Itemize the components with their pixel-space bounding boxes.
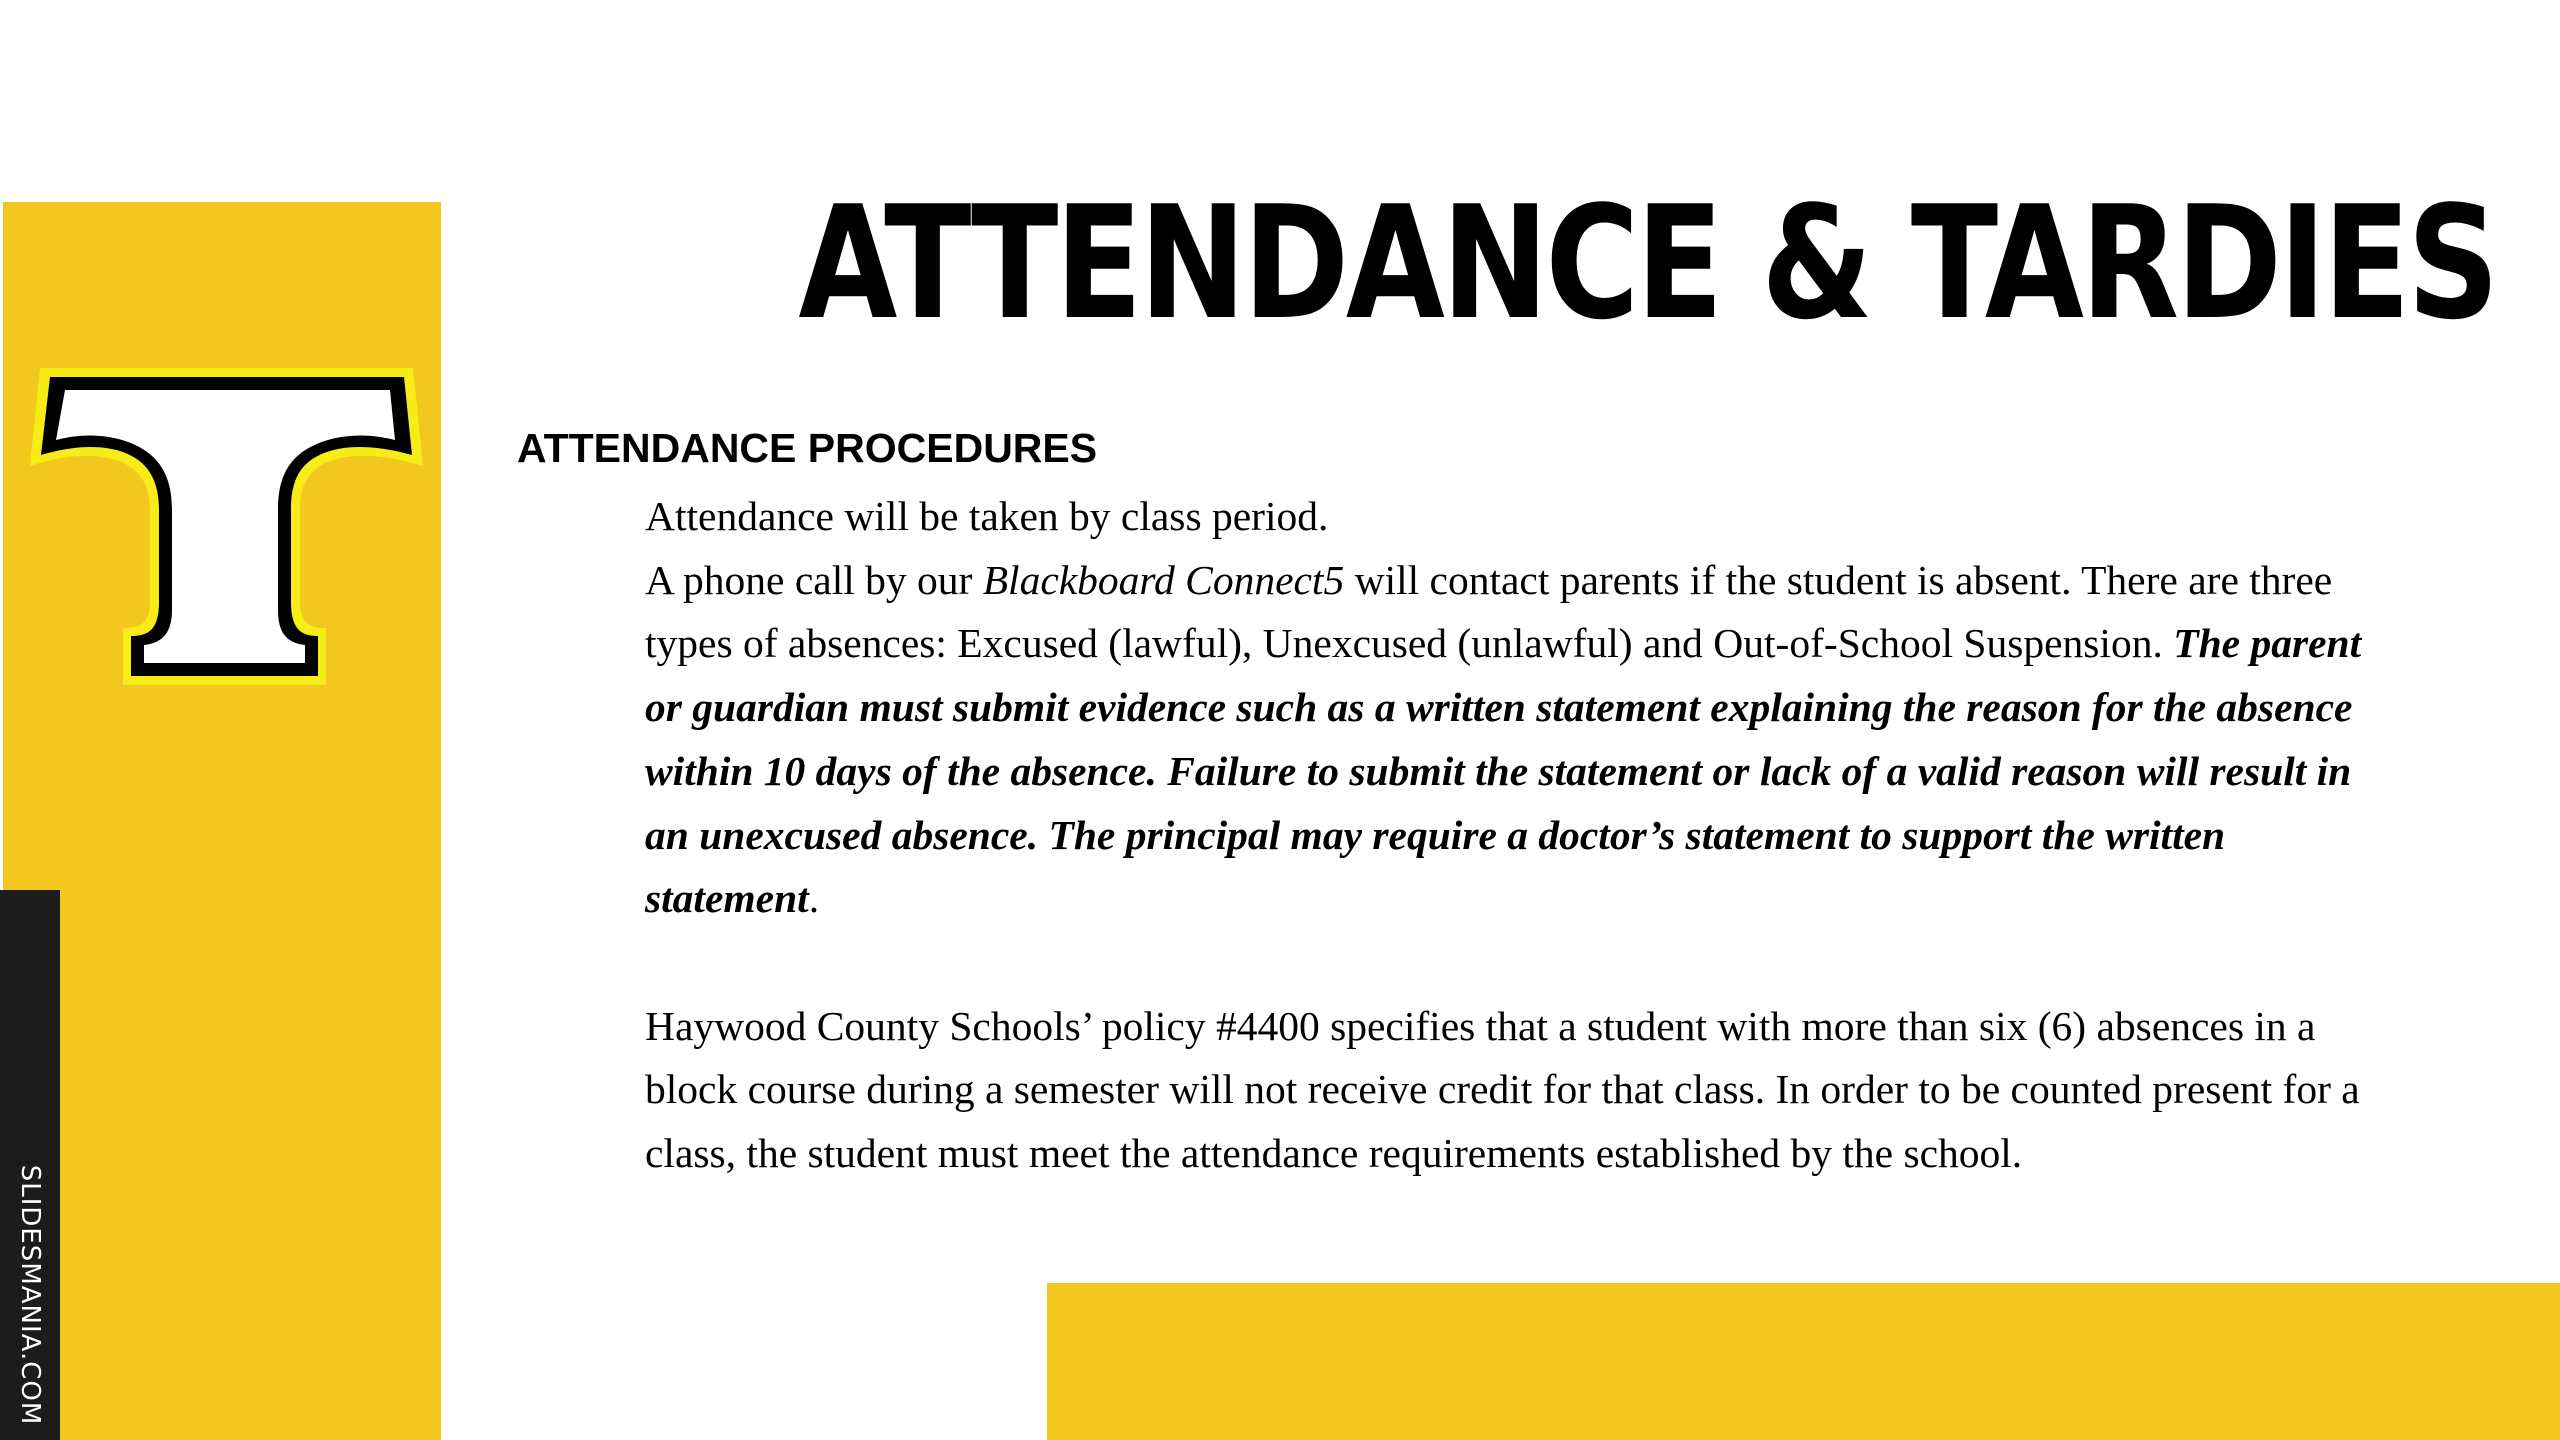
slide-title: ATTENDANCE & TARDIES [798,172,2497,354]
block-t-logo-icon [28,360,428,685]
absence-types: will contact parents if the student is absent. There are three types of absences: Excused (lawful), Unexcused (unlawful) and Out-of-School Suspension. [645,556,2333,667]
absence-paragraph [645,549,2385,931]
bottom-accent-band [1047,1283,2560,1440]
section-heading: ATTENDANCE PROCEDURES [517,425,1098,471]
absence-lead: A phone call by our [645,556,983,603]
paragraph-gap [645,931,2385,995]
slidesmania-watermark: SLIDESMANIA.COM [15,1164,45,1426]
absence-end: . [808,875,820,922]
policy-paragraph: Haywood County Schools’ policy #4400 specifies that a student with more than six (6) absences in a block course during a semester will not receive credit for that class. In order to be counted present for a class, the student must meet the attendance requirements established by the school. [645,1002,2360,1177]
attendance-line: Attendance will be taken by class period. [645,493,1329,539]
notification-system-name: Blackboard Connect5 [982,556,1345,603]
body-text [645,485,2385,1186]
evidence-requirement: The parent or guardian must submit evidence such as a written statement explaining the reason for the absence within 10 days of the absence. Failure to submit the statement or lack of a valid reason will result in an unexcused absence. The principal may require a doctor’s statement to support the written statement [645,620,2362,922]
